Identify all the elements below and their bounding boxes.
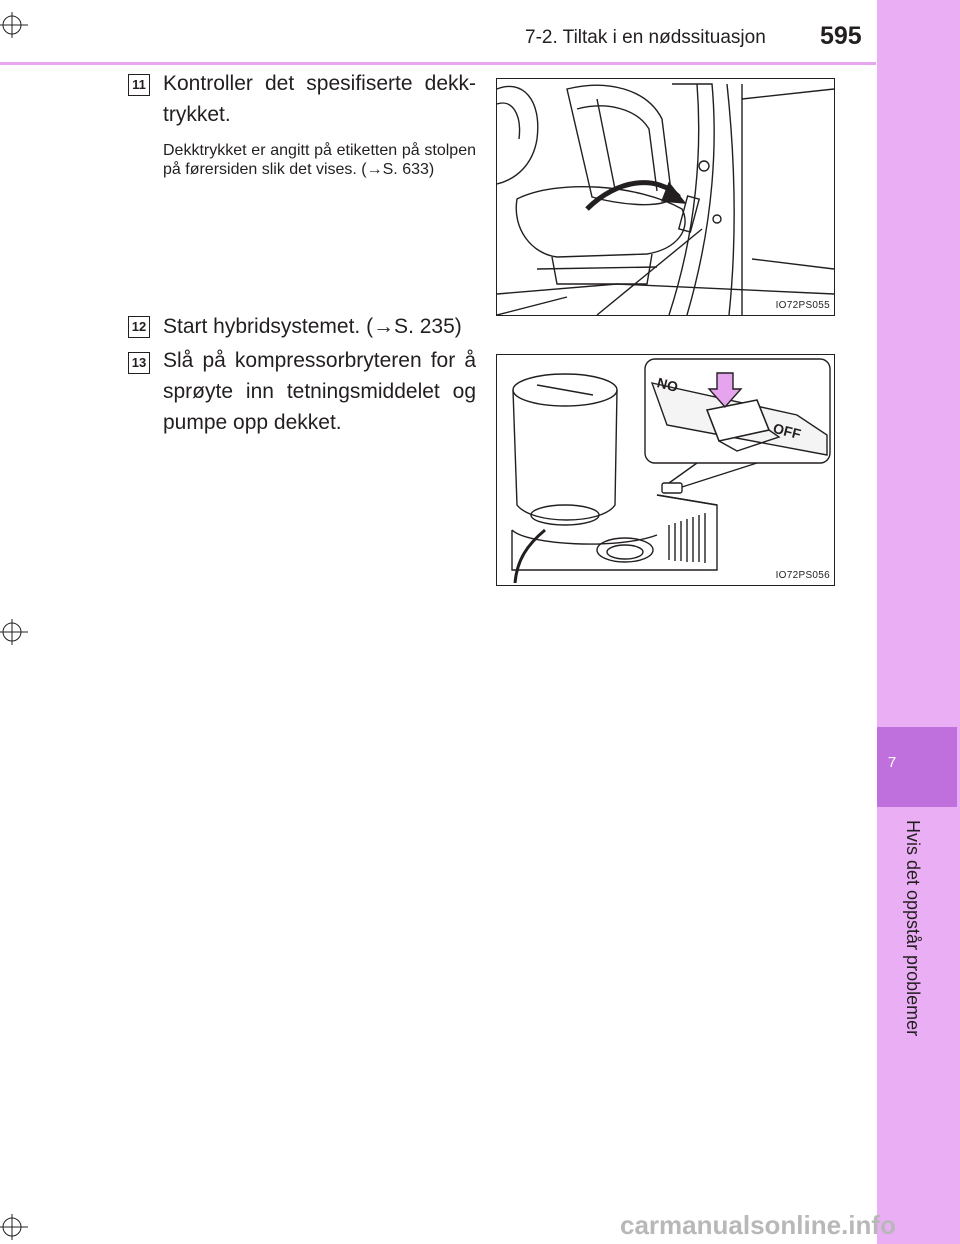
switch-off-label: OFF: [771, 419, 803, 443]
page-number: 595: [820, 22, 862, 50]
switch-on-label: ON: [655, 374, 680, 396]
header-rule: [0, 62, 876, 65]
chapter-title: Hvis det oppstår problemer: [903, 820, 923, 1037]
step-number-11: 11: [128, 74, 150, 96]
step-number-12: 12: [128, 316, 150, 338]
step-text-12: Start hybridsystemet. (→S. 235): [163, 315, 462, 338]
step-text-13: Slå på kompressorbryteren for å sprøyte inn tetningsmiddelet og pumpe opp dekket.: [163, 349, 476, 434]
registration-mark-mid-left: [0, 617, 30, 647]
figure-compressor-switch: [496, 354, 835, 586]
chapter-number: 7: [887, 754, 897, 771]
registration-mark-bottom-left: [0, 1212, 30, 1242]
section-title: 7-2. Tiltak i en nødssituasjon: [525, 27, 766, 48]
step-number-13: 13: [128, 352, 150, 374]
step-text-11: Kontroller det spesifiserte dekk-trykket.: [163, 72, 476, 126]
figure-door-pillar-label: [496, 78, 835, 316]
chapter-sidebar: [877, 0, 960, 1244]
figure-code-1: IO72PS055: [775, 300, 830, 311]
door-pillar-illustration: [497, 79, 834, 315]
step-note-11: Dekktrykket er angitt på etiketten på stolpen på førersiden slik det vises. (→S. 633): [163, 142, 476, 178]
watermark: carmanualsonline.info: [620, 1210, 896, 1240]
figure-code-2: IO72PS056: [775, 570, 830, 581]
registration-mark-top-left: [0, 10, 30, 40]
